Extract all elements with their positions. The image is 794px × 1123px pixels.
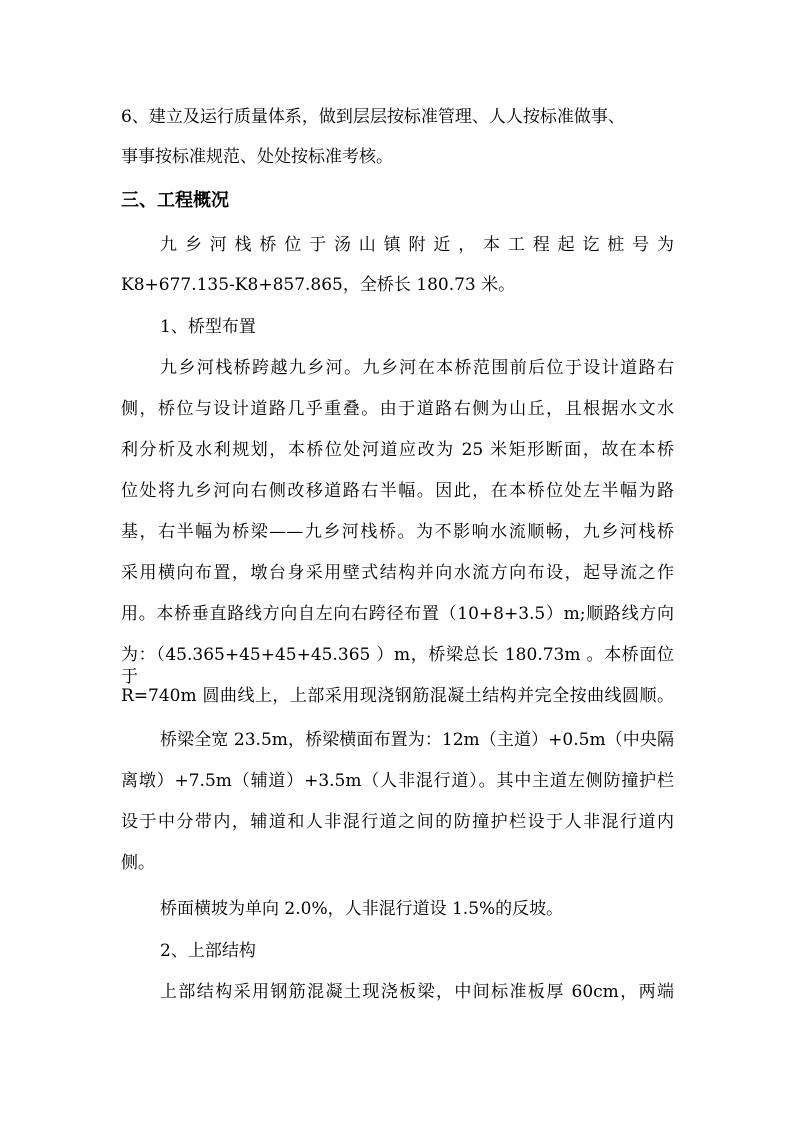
text-line-12: 采用横向布置，墩台身采用壁式结构并向水流方向布设，起导流之作 [121, 563, 674, 583]
section-heading: 三、工程概况 [121, 190, 229, 211]
text-line-20: 桥面横坡为单向 2.0%，人非混行道设 1.5%的反坡。 [160, 899, 564, 919]
text-line-17: 离墩）+7.5m（辅道）+3.5m（人非混行道）。其中主道左侧防撞护栏 [121, 771, 674, 791]
text-line-13: 用。本桥垂直路线方向自左向右跨径布置（10+8+3.5）m;顺路线方向 [121, 604, 674, 624]
text-line-2: 事事按标准规范、处处按标准考核。 [121, 147, 393, 167]
text-line-16: 桥梁全宽 23.5m，桥梁横面布置为：12m（主道）+0.5m（中央隔 [160, 730, 674, 750]
text-line-4: 九乡河栈桥位于汤山镇附近，本工程起讫桩号为 [160, 235, 674, 255]
text-line-8: 侧，桥位与设计道路几乎重叠。由于道路右侧为山丘，且根据水文水 [121, 399, 674, 419]
text-line-18: 设于中分带内，辅道和人非混行道之间的防撞护栏设于人非混行道内 [121, 812, 674, 832]
text-line-14: 为：（45.365+45+45+45.365 ）m，桥梁总长 180.73m 。本桥面位于 [121, 645, 674, 687]
text-line-22: 上部结构采用钢筋混凝土现浇板梁，中间标准板厚 60cm，两端 [160, 982, 674, 1002]
text-line-19: 侧。 [121, 853, 155, 873]
text-line-7: 九乡河栈桥跨越九乡河。九乡河在本桥范围前后位于设计道路右 [160, 358, 674, 378]
text-line-1: 6、建立及运行质量体系，做到层层按标准管理、人人按标准做事、 [121, 107, 625, 127]
text-line-10: 位处将九乡河向右侧改移道路右半幅。因此，在本桥位处左半幅为路 [121, 481, 674, 501]
text-line-9: 利分析及水利规划，本桥位处河道应改为 25 米矩形断面，故在本桥 [121, 440, 674, 460]
subsection-heading-2: 2、上部结构 [160, 941, 256, 961]
subsection-heading-1: 1、桥型布置 [160, 317, 256, 337]
text-line-5: K8+677.135-K8+857.865，全桥长 180.73 米。 [121, 275, 516, 295]
text-line-11: 基，右半幅为桥梁——九乡河栈桥。为不影响水流顺畅，九乡河栈桥 [121, 522, 674, 542]
text-line-15: R=740m 圆曲线上，上部采用现浇钢筋混凝土结构并完全按曲线圆顺。 [121, 686, 674, 706]
